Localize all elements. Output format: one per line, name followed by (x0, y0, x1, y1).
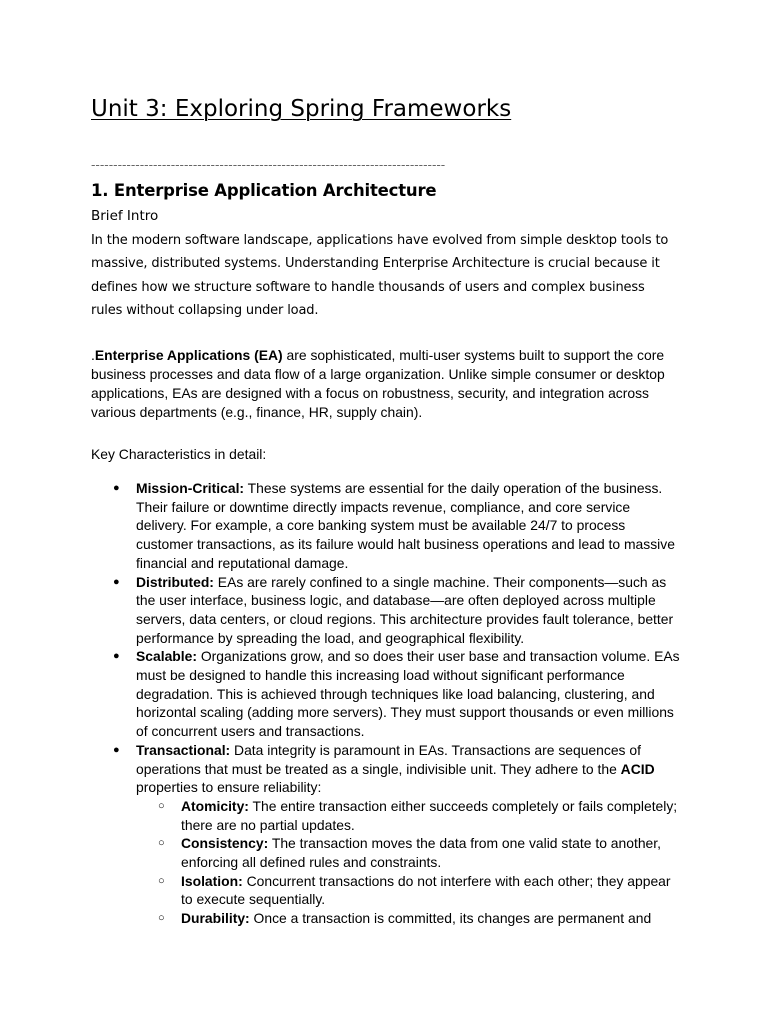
circle-bullet-icon: ○ (158, 837, 165, 850)
acid-sublist (136, 797, 691, 928)
acid-property-text: The transaction moves the data from one valid state to another, (268, 835, 662, 852)
characteristic-text: Organizations grow, and so does their user base and transaction volume. EAs (197, 648, 680, 665)
list-item-line: servers, data centers, or cloud regions. This architecture provides fault tolerance, better (136, 610, 674, 627)
characteristic-text: These systems are essential for the daily operation of the business. (244, 480, 663, 496)
characteristic-term: Mission-Critical: (136, 480, 245, 496)
list-item-line (136, 573, 691, 592)
circle-bullet-icon: ○ (158, 912, 165, 925)
list-item-line: of concurrent users and transactions. (136, 723, 365, 740)
intro-line: defines how we structure software to handle thousands of users and complex business (91, 279, 645, 295)
ea-paragraph-line: business processes and data flow of a large organization. Unlike simple consumer or desktop (91, 366, 665, 382)
list-item-line (136, 760, 691, 779)
acid-property-text: Concurrent transactions do not interfere with each other; they appear (242, 872, 671, 889)
acid-term: ACID (620, 760, 655, 777)
sublist-item (136, 834, 691, 871)
list-item-line (136, 479, 691, 498)
ea-term: Enterprise Applications (EA) (94, 347, 283, 363)
characteristic-text: Data integrity is paramount in EAs. Transactions are sequences of (230, 741, 641, 758)
characteristic-term: Distributed: (136, 573, 214, 590)
sublist-item-line (181, 909, 691, 928)
acid-property-term: Atomicity: (181, 797, 249, 814)
list-item-line: customer transactions, as its failure would halt business operations and lead to massive (136, 536, 675, 553)
list-item-line (136, 741, 691, 760)
list-item-line: degradation. This is achieved through techniques like load balancing, clustering, and (136, 685, 655, 702)
characteristics-list (91, 479, 691, 928)
ea-first-line-rest: are sophisticated, multi-user systems built to support the core (282, 347, 665, 363)
intro-paragraph (91, 229, 691, 322)
list-item-line: financial and reputational damage. (136, 554, 349, 571)
ea-paragraph (91, 346, 681, 422)
characteristic-text: operations that must be treated as a single, indivisible unit. They adhere to the (136, 760, 621, 777)
list-item-line: must be designed to handle this increasing load without significant performance (136, 667, 625, 684)
bullet-icon: ● (113, 650, 120, 663)
list-item-line: properties to ensure reliability: (136, 779, 322, 796)
ea-paragraph-line: applications, EAs are designed with a focus on robustness, security, and integration across (91, 385, 649, 401)
sublist-item (136, 797, 691, 834)
characteristic-term: Transactional: (136, 741, 231, 758)
sublist-item (136, 872, 691, 909)
circle-bullet-icon: ○ (158, 874, 165, 887)
sublist-item-line (181, 872, 691, 891)
list-item (91, 573, 691, 648)
sublist-item-line: enforcing all defined rules and constraints. (181, 854, 442, 871)
sublist-item-line (181, 834, 691, 853)
subheading: Brief Intro (91, 208, 159, 224)
list-item-line (136, 647, 691, 666)
list-item (91, 741, 691, 928)
acid-property-term: Isolation: (181, 872, 243, 889)
ea-paragraph-line: various departments (e.g., finance, HR, supply chain). (91, 404, 423, 420)
circle-bullet-icon: ○ (158, 799, 165, 812)
document-title: Unit 3: Exploring Spring Frameworks (91, 96, 512, 122)
list-item-line: horizontal scaling (adding more servers). They must support thousands or even millions (136, 704, 674, 721)
sublist-item-line: there are no partial updates. (181, 816, 355, 833)
list-item-line: the user interface, business logic, and database—are often deployed across multiple (136, 592, 656, 609)
key-characteristics-label: Key Characteristics in detail: (91, 446, 267, 462)
ea-prefix: . (91, 347, 95, 363)
sublist-item (136, 909, 691, 928)
bullet-icon: ● (113, 575, 120, 588)
list-item (91, 647, 691, 741)
list-item-line: Their failure or downtime directly impacts revenue, compliance, and core service (136, 498, 631, 515)
characteristic-text: EAs are rarely confined to a single machine. Their components—such as (213, 573, 667, 590)
intro-line: rules without collapsing under load. (91, 302, 319, 318)
ea-paragraph-line (91, 346, 681, 365)
intro-line: massive, distributed systems. Understanding Enterprise Architecture is crucial because it (91, 256, 660, 272)
divider-line: -------------------------------------------------------------------------------- (91, 157, 446, 172)
intro-line: In the modern software landscape, applications have evolved from simple desktop tools to (91, 233, 669, 248)
bullet-icon: ● (113, 743, 120, 756)
acid-property-text: Once a transaction is committed, its changes are permanent and (249, 910, 652, 927)
sublist-item-line (181, 797, 691, 816)
list-item (91, 479, 691, 573)
characteristic-term: Scalable: (136, 648, 197, 665)
acid-property-term: Consistency: (181, 835, 269, 852)
acid-property-text: The entire transaction either succeeds completely or fails completely; (248, 797, 678, 814)
bullet-icon: ● (113, 482, 120, 494)
acid-property-term: Durability: (181, 910, 250, 927)
sublist-item-line: to execute sequentially. (181, 891, 326, 908)
list-item-line: performance by spreading the load, and geographical flexibility. (136, 629, 525, 646)
section-heading: 1. Enterprise Application Architecture (91, 181, 437, 200)
list-item-line: delivery. For example, a core banking system must be available 24/7 to process (136, 517, 626, 534)
